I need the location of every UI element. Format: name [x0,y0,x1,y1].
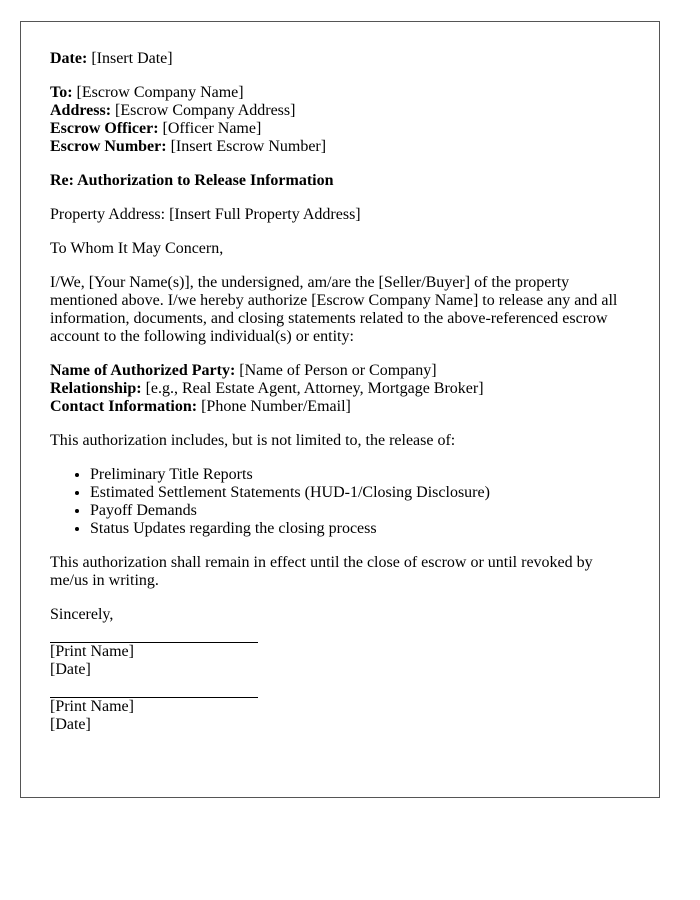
authorized-name-line [50,362,630,380]
to-value: [Escrow Company Name] [72,84,244,101]
to-label: To: [50,84,73,101]
salutation: To Whom It May Concern, [50,240,224,257]
address-label: Address: [50,102,112,119]
recipient-block [50,84,630,156]
letter-content [50,50,630,750]
escrow-officer-value: [Officer Name] [158,120,262,137]
escrow-number-label: Escrow Number: [50,138,167,155]
date-line [50,50,630,68]
escrow-number-line [50,138,630,156]
effect-paragraph: This authorization shall remain in effect until the close of escrow or until revoked by me/us in writing. [50,554,593,589]
print-name-field: [Print Name] [50,643,134,660]
relationship-label: Relationship: [50,380,142,397]
list-item: • Estimated Settlement Statements (HUD-1/Closing Disclosure) [90,484,630,502]
contact-line [50,398,630,416]
address-line [50,102,630,120]
address-value: [Escrow Company Address] [111,102,296,119]
list-item: • Preliminary Title Reports [90,466,630,484]
escrow-number-value: [Insert Escrow Number] [166,138,327,155]
list-item: • Status Updates regarding the closing process [90,520,630,538]
date-value: [Insert Date] [87,50,173,67]
includes-intro: This authorization includes, but is not limited to, the release of: [50,432,456,449]
print-name-field: [Print Name] [50,698,134,715]
authorized-name-value: [Name of Person or Company] [235,362,437,379]
signature-block [50,642,630,679]
property-address-line: Property Address: [Insert Full Property Address] [50,206,361,223]
relationship-line [50,380,630,398]
signature-block [50,697,630,734]
escrow-officer-line [50,120,630,138]
contact-label: Contact Information: [50,398,198,415]
escrow-officer-label: Escrow Officer: [50,120,159,137]
subject-line: Re: Authorization to Release Information [50,172,334,189]
date-label: Date: [50,50,88,67]
authorized-name-label: Name of Authorized Party: [50,362,236,379]
to-line [50,84,630,102]
intro-paragraph: I/We, [Your Name(s)], the undersigned, am/are the [Seller/Buyer] of the property mentioned above. I/we hereby authorize [Escrow Company Name] to release any and all information, documents, and closing statements related to the above-referenced escrow account to the following individual(s) or entity: [50,274,618,345]
contact-value: [Phone Number/Email] [197,398,351,415]
letter-page [20,21,660,798]
includes-list [50,466,630,538]
date-field: [Date] [50,661,91,678]
date-field: [Date] [50,716,91,733]
list-item: • Payoff Demands [90,502,630,520]
authorized-party-block [50,362,630,416]
relationship-value: [e.g., Real Estate Agent, Attorney, Mortgage Broker] [141,380,484,397]
closing: Sincerely, [50,606,114,623]
